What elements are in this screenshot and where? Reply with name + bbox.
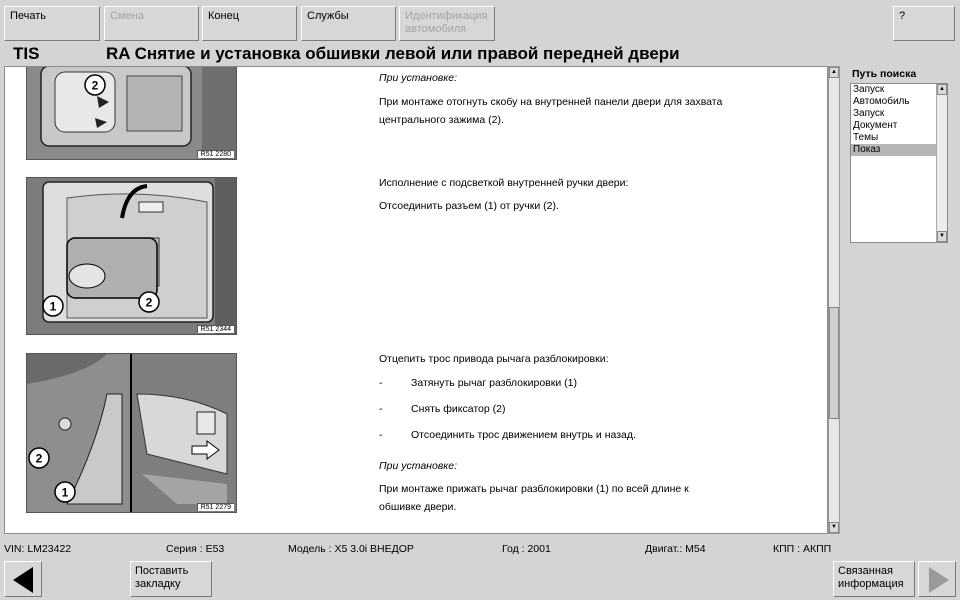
callout-circle xyxy=(83,73,107,97)
change-label: Смена xyxy=(110,10,144,22)
install-text-1b: центрального зажима (2). xyxy=(379,114,504,126)
install-text-2b: обшивке двери. xyxy=(379,501,457,513)
related-label-line2: информация xyxy=(838,578,904,590)
search-path-item[interactable]: Запуск xyxy=(853,84,885,95)
forward-button[interactable] xyxy=(918,561,956,597)
related-label-line1: Связанная xyxy=(838,565,894,577)
figure-ref: R51 2280 xyxy=(197,150,234,158)
search-scroll-down-icon[interactable]: ▼ xyxy=(937,231,947,242)
search-path-item-selected[interactable]: Показ xyxy=(851,144,936,156)
bullet-dash: - xyxy=(379,403,383,415)
left-triangle-icon xyxy=(13,567,33,593)
figure-handle-connector xyxy=(26,177,237,335)
bullet-dash: - xyxy=(379,377,383,389)
services-label: Службы xyxy=(307,10,349,22)
callout-circle xyxy=(41,294,65,318)
install-note-label-2: При установке: xyxy=(379,460,457,472)
help-button[interactable] xyxy=(893,6,955,41)
search-path-item[interactable]: Автомобиль xyxy=(853,96,910,107)
end-button[interactable] xyxy=(202,6,297,41)
install-note-label-1: При установке: xyxy=(379,72,457,84)
end-label: Конец xyxy=(208,10,240,22)
related-info-button[interactable] xyxy=(833,561,915,597)
app-name: TIS xyxy=(13,44,40,63)
print-button[interactable] xyxy=(4,6,100,41)
content-scrollbar[interactable] xyxy=(828,66,840,534)
scroll-down-arrow-icon[interactable]: ▼ xyxy=(829,522,839,533)
document-title: RA Снятие и установка обшивки левой или правой передней двери xyxy=(106,44,680,63)
title-bar xyxy=(0,42,960,66)
back-button[interactable] xyxy=(4,561,42,597)
search-path-title: Путь поиска xyxy=(852,68,917,80)
vehicle-id-label-line1: Идентификация xyxy=(405,10,488,22)
change-button[interactable] xyxy=(104,6,199,41)
search-path-item[interactable]: Запуск xyxy=(853,108,885,119)
bookmark-label-line1: Поставить xyxy=(135,565,189,577)
figure-ref: R51 2279 xyxy=(197,503,234,511)
engine-value: Двигат.: M54 xyxy=(645,543,706,555)
callout-circle xyxy=(53,480,77,504)
vehicle-id-label-line2: автомобиля xyxy=(405,23,467,35)
search-path-item[interactable]: Документ xyxy=(853,120,898,131)
door-clip-illustration xyxy=(27,66,237,160)
lighting-heading: Исполнение с подсветкой внутренней ручки двери: xyxy=(379,177,629,189)
install-text-2a: При монтаже прижать рычаг разблокировки (1) по всей длине к xyxy=(379,483,689,495)
fig3-callout-2: 2 xyxy=(35,451,43,466)
figure-ref: R51 2344 xyxy=(197,325,234,333)
bullet-item: Отсоединить трос движением внутрь и назад. xyxy=(411,429,636,441)
set-bookmark-button[interactable] xyxy=(130,561,212,597)
model-value: Модель : X5 3.0i ВНЕДОР xyxy=(288,543,414,555)
scroll-up-arrow-icon[interactable]: ▲ xyxy=(829,67,839,78)
print-label: Печать xyxy=(10,10,47,22)
help-label: ? xyxy=(899,10,906,22)
bookmark-label-line2: закладку xyxy=(135,578,181,590)
fig1-callout-2: 2 xyxy=(91,78,99,93)
scrollbar-thumb[interactable] xyxy=(829,307,839,419)
services-button[interactable] xyxy=(301,6,396,41)
search-path-list[interactable] xyxy=(850,83,948,243)
gearbox-value: КПП : АКПП xyxy=(773,543,832,555)
search-path-item[interactable]: Темы xyxy=(853,132,879,143)
bullet-item: Затянуть рычаг разблокировки (1) xyxy=(411,377,577,389)
bullet-item: Снять фиксатор (2) xyxy=(411,403,506,415)
figure-release-cable xyxy=(26,353,237,513)
vin-value: VIN: LM23422 xyxy=(4,543,72,555)
lighting-text: Отсоединить разъем (1) от ручки (2). xyxy=(379,200,559,212)
search-list-scrollbar[interactable] xyxy=(936,84,947,242)
year-value: Год : 2001 xyxy=(502,543,551,555)
document-content xyxy=(4,66,828,534)
fig3-callout-1: 1 xyxy=(61,485,69,500)
cable-heading: Отцепить трос привода рычага разблокировки: xyxy=(379,353,609,365)
vehicle-status-bar xyxy=(0,540,960,558)
series-value: Серия : E53 xyxy=(166,543,225,555)
search-scroll-up-icon[interactable]: ▲ xyxy=(937,84,947,95)
right-triangle-icon xyxy=(929,567,949,593)
vehicle-identification-button[interactable] xyxy=(399,6,495,41)
fig2-callout-2: 2 xyxy=(145,295,153,310)
callout-circle xyxy=(137,290,161,314)
fig2-callout-1: 1 xyxy=(49,299,57,314)
install-text-1a: При монтаже отогнуть скобу на внутренней панели двери для захвата xyxy=(379,96,723,108)
callout-circle xyxy=(27,446,51,470)
bullet-dash: - xyxy=(379,429,383,441)
figure-door-clip xyxy=(26,66,237,160)
